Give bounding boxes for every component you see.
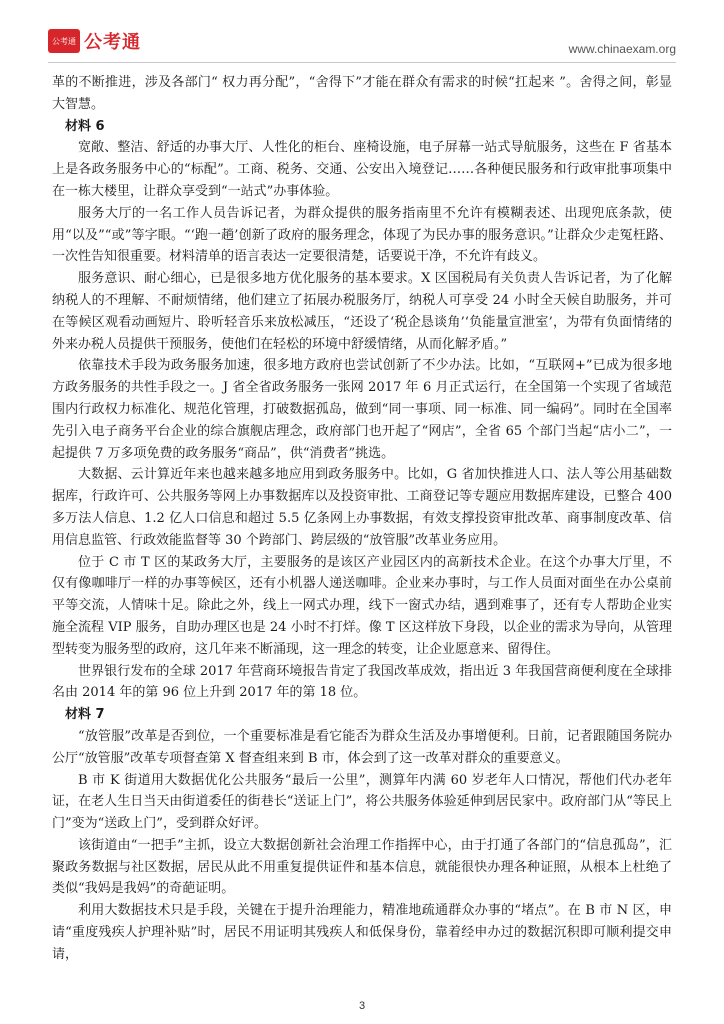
logo-text: 公考通	[84, 32, 141, 53]
paragraph: 依靠技术手段为政务服务加速，很多地方政府也尝试创新了不少办法。比如，“互联网+”已成为很多地方政务服务的共性手段之一。J 省全省政务服务一张网 2017 年 6 月正式运行，在全国第一个实现了省域范围内行政权力标准化、规范化管理，打破数据孤岛，做到“同一事项、同一标准、同一编码”。同时在全国率先引入电子商务平台企业的综合旗舰店理念，政府部门也开起了“网店”，全省 65 个部门当起“店小二”，一起提供 7 万多项免费的政务服务“商品”，供“消费者”挑选。	[52, 358, 672, 461]
page-number: 3	[358, 1000, 366, 1012]
site-url: www.chinaexam.org	[568, 42, 676, 56]
document-body	[52, 72, 672, 966]
paragraph: B 市 K 街道用大数据优化公共服务“最后一公里”，测算年内满 60 岁老年人口情况，帮他们代办老年证，在老人生日当天由街道委任的街巷长“送证上门”，将公共服务体验延伸到居民家中。政府部门从“等民上门”变为“送政上门”，受到群众好评。	[52, 772, 672, 832]
logo-mark: 公考通	[48, 29, 80, 53]
header-divider	[48, 62, 676, 63]
logo	[48, 28, 141, 54]
paragraph: 该街道由“一把手”主抓，设立大数据创新社会治理工作指挥中心，由于打通了各部门的“信息孤岛”，汇聚政务数据与社区数据，居民从此不用重复提供证件和基本信息，就能很快办理各种证照，从根本上杜绝了类似“我妈是我妈”的奇葩证明。	[52, 837, 672, 897]
paragraph: 革的不断推进，涉及各部门“ 权力再分配”，“舍得下”才能在群众有需求的时候“扛起来 ”。舍得之间，彰显大智慧。	[52, 75, 672, 112]
paragraph: 利用大数据技术只是手段，关键在于提升治理能力，精准地疏通群众办事的“堵点”。在 B 市 N 区，申请“重度残疾人护理补贴”时，居民不用证明其残疾人和低保身份，靠着经申办过的数据沉积即可顺利提交申请，	[52, 903, 672, 962]
paragraph: 位于 C 市 T 区的某政务大厅，主要服务的是该区产业园区内的高新技术企业。在这个办事大厅里，不仅有像咖啡厅一样的办事等候区，还有小机器人递送咖啡。企业来办事时，与工作人员面对面坐在办公桌前平等交流，人情味十足。除此之外，线上一网式办理，线下一窗式办结，遇到难事了，还有专人帮助企业实施全流程 VIP 服务，自助办理区也是 24 小时不打烊。像 T 区这样放下身段，以企业的需求为导向，从管理型转变为服务型的政府，这几年来不断涌现，这一理念的转变，让企业愿意来、留得住。	[52, 554, 672, 657]
paragraph: 世界银行发布的全球 2017 年营商环境报告肯定了我国改革成效，指出近 3 年我国营商便利度在全球排名由 2014 年的第 96 位上升到 2017 年的第 18 位。	[52, 663, 672, 701]
paragraph: 服务大厅的一名工作人员告诉记者，为群众提供的服务指南里不允许有模糊表述、出现兜底条款，使用“以及”“或”等字眼。“‘跑一趟’创新了政府的服务理念，体现了为民办事的服务意识。”让群众少走冤枉路、一次性告知很重要。材料清单的语言表达一定要很清楚，话要说干净，不允许有歧义。	[52, 205, 672, 265]
page-header	[48, 24, 676, 64]
section-heading-material-6: 材料 6	[65, 118, 105, 134]
paragraph: 大数据、云计算近年来也越来越多地应用到政务服务中。比如，G 省加快推进人口、法人等公用基础数据库，行政许可、公共服务等网上办事数据库以及投资审批、工商登记等专题应用数据库建设，已整合 400 多万法人信息、1.2 亿人口信息和超过 5.5 亿条网上办事数据，有效支撑投资审批改革、商事制度改革、信用信息监管、行政效能监督等 30 个跨部门、跨层级的“放管服”改革业务应用。	[52, 467, 672, 548]
section-heading-material-7: 材料 7	[65, 707, 105, 723]
paragraph: 宽敞、整洁、舒适的办事大厅、人性化的柜台、座椅设施，电子屏幕一站式导航服务，这些在 F 省基本上是各政务服务中心的“标配”。工商、税务、交通、公安出入境登记……各种便民服务和行政审批事项集中在一栋大楼里，让群众享受到“一站式”办事体验。	[52, 140, 672, 199]
paragraph: 服务意识、耐心细心，已是很多地方优化服务的基本要求。X 区国税局有关负责人告诉记者，为了化解纳税人的不理解、不耐烦情绪，他们建立了拓展办税服务厅，纳税人可享受 24 小时全天候自助服务，并可在等候区观看动画短片、聆听轻音乐来放松减压，“还设了‘税企恳谈角’‘负能量宣泄室’，为带有负面情绪的外来办税人员提供干预服务，使他们在轻松的环境中舒缓情绪，从而化解矛盾。”	[52, 271, 672, 352]
paragraph: “放管服”改革是否到位，一个重要标准是看它能否为群众生活及办事增便利。日前，记者跟随国务院办公厅“放管服”改革专项督查第 X 督查组来到 B 市，体会到了这一改革对群众的重要意义。	[52, 728, 672, 766]
